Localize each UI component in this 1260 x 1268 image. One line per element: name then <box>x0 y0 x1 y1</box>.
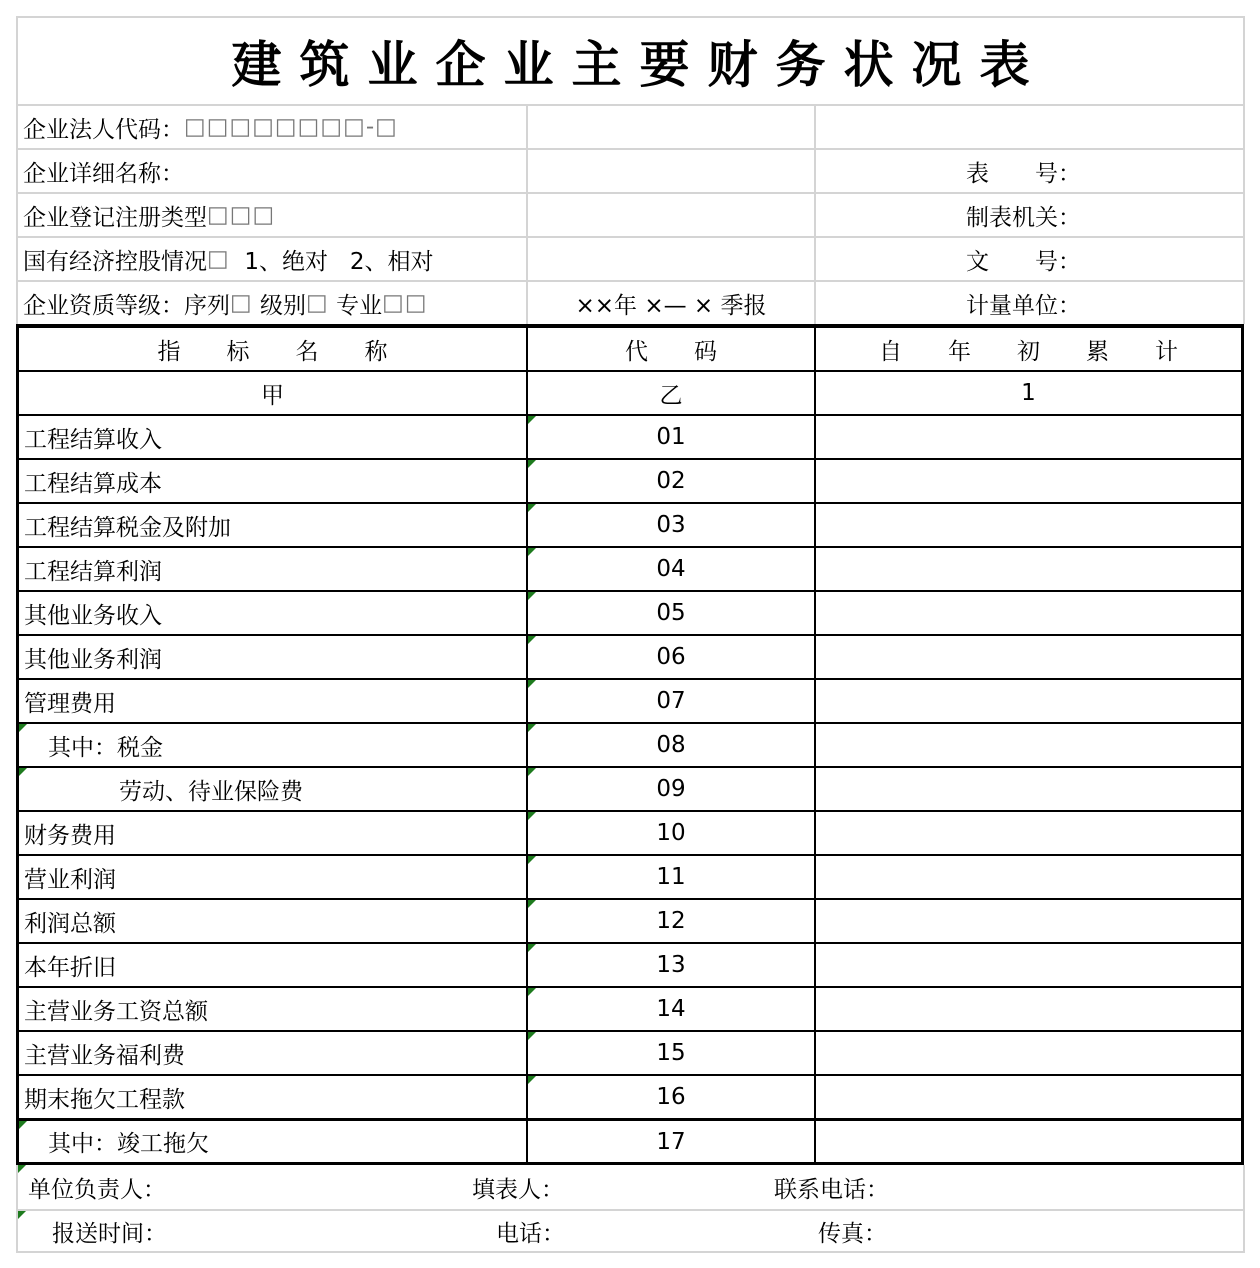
error-marker-icon <box>528 724 536 732</box>
subheader-jia: 甲 <box>19 372 528 414</box>
qualification-cell[interactable] <box>18 282 528 324</box>
indicator-name[interactable]: 管理费用 <box>19 680 528 722</box>
code-text: 08 <box>656 732 686 758</box>
table-row <box>19 898 1241 942</box>
indicator-name[interactable]: 工程结算税金及附加 <box>19 504 528 546</box>
indicator-name[interactable]: 主营业务福利费 <box>19 1032 528 1074</box>
indicator-code[interactable] <box>528 504 816 546</box>
indicator-code[interactable] <box>528 1121 816 1162</box>
title-row <box>16 16 1245 104</box>
state-holding-box: □ <box>207 246 230 272</box>
indicator-code[interactable] <box>528 1032 816 1074</box>
grade-label: 级别 <box>252 292 307 319</box>
financial-table <box>16 324 1244 1165</box>
table-row <box>19 986 1241 1030</box>
error-marker-icon <box>19 768 27 776</box>
issuing-authority-label[interactable]: 制表机关： <box>966 204 1081 231</box>
indicator-code[interactable] <box>528 812 816 854</box>
indicator-code[interactable] <box>528 592 816 634</box>
spreadsheet <box>16 16 1245 1253</box>
table-row <box>19 634 1241 678</box>
registration-type-boxes: □□□ <box>207 202 276 228</box>
info-middle-cell[interactable] <box>528 150 816 192</box>
subheader-1: 1 <box>1021 380 1036 406</box>
indicator-code[interactable] <box>528 548 816 590</box>
table-row <box>19 1030 1241 1074</box>
indicator-name[interactable]: 工程结算收入 <box>19 416 528 458</box>
code-text: 11 <box>656 864 686 890</box>
indicator-name[interactable]: 财务费用 <box>19 812 528 854</box>
header-code: 代 码 <box>528 328 816 370</box>
error-marker-icon <box>528 768 536 776</box>
ytd-value[interactable] <box>816 988 1241 1030</box>
name-text: 劳动、待业保险费 <box>119 778 303 805</box>
legal-code-label: 企业法人代码： <box>23 116 184 143</box>
table-row <box>19 502 1241 546</box>
state-holding-label: 国有经济控股情况 <box>23 248 207 275</box>
error-marker-icon <box>528 1032 536 1040</box>
submission-time-label: 报送时间： <box>52 1220 167 1247</box>
header-indicator-name: 指 标 名 称 <box>19 328 528 370</box>
name-text: 其中：竣工拖欠 <box>48 1131 209 1157</box>
ytd-value[interactable] <box>816 680 1241 722</box>
table-row <box>19 678 1241 722</box>
indicator-name[interactable] <box>19 724 528 766</box>
error-marker-icon <box>19 1121 27 1129</box>
code-text: 14 <box>656 996 686 1022</box>
document-number-label[interactable]: 文 号： <box>966 248 1081 275</box>
error-marker-icon <box>528 416 536 424</box>
ytd-value[interactable] <box>816 592 1241 634</box>
ytd-value[interactable] <box>816 416 1241 458</box>
footer-row-submission[interactable] <box>16 1209 1245 1253</box>
indicator-code[interactable] <box>528 724 816 766</box>
error-marker-icon <box>528 988 536 996</box>
table-row <box>19 766 1241 810</box>
error-marker-icon <box>528 944 536 952</box>
grade-box: □ <box>306 290 329 316</box>
ytd-value[interactable] <box>816 856 1241 898</box>
code-text: 05 <box>656 600 686 626</box>
indicator-code[interactable] <box>528 460 816 502</box>
indicator-name[interactable] <box>19 1121 528 1162</box>
indicator-code[interactable] <box>528 416 816 458</box>
contact-phone-label: 联系电话： <box>774 1176 889 1203</box>
unit-head-label: 单位负责人： <box>28 1176 166 1203</box>
info-middle-cell[interactable] <box>528 194 816 236</box>
error-marker-icon <box>18 1211 26 1219</box>
code-text: 09 <box>656 776 686 802</box>
company-name-label: 企业详细名称： <box>23 160 184 187</box>
code-text: 17 <box>656 1128 686 1155</box>
indicator-name[interactable]: 主营业务工资总额 <box>19 988 528 1030</box>
code-text: 02 <box>656 468 686 494</box>
indicator-code[interactable] <box>528 988 816 1030</box>
table-row <box>19 546 1241 590</box>
form-filler-label: 填表人： <box>472 1176 564 1203</box>
report-period[interactable]: ××年 ×— × 季报 <box>528 282 816 324</box>
code-text: 04 <box>656 556 686 582</box>
indicator-name[interactable]: 营业利润 <box>19 856 528 898</box>
qualification-label: 企业资质等级：序列 <box>23 292 230 319</box>
specialty-boxes: □□ <box>382 290 428 316</box>
info-row-registration-type <box>16 192 1245 236</box>
page-title: 建筑业企业主要财务状况表 <box>231 36 1048 94</box>
info-middle-cell[interactable] <box>528 106 816 148</box>
ytd-value[interactable] <box>816 900 1241 942</box>
ytd-value[interactable] <box>816 768 1241 810</box>
error-marker-icon <box>528 812 536 820</box>
indicator-code[interactable] <box>528 900 816 942</box>
registration-type-cell[interactable] <box>18 194 528 236</box>
table-row <box>19 590 1241 634</box>
error-marker-icon <box>528 548 536 556</box>
table-row <box>19 414 1241 458</box>
table-subheader-row <box>19 370 1241 414</box>
indicator-name[interactable]: 期末拖欠工程款 <box>19 1076 528 1118</box>
table-row <box>19 1118 1241 1162</box>
legal-code-boxes: □□□□□□□□-□ <box>184 114 398 140</box>
info-row-company-name <box>16 148 1245 192</box>
indicator-name[interactable]: 本年折旧 <box>19 944 528 986</box>
error-marker-icon <box>18 1165 26 1173</box>
table-row <box>19 942 1241 986</box>
indicator-code[interactable] <box>528 1076 816 1118</box>
ytd-value[interactable] <box>816 1032 1241 1074</box>
ytd-value[interactable] <box>816 636 1241 678</box>
code-text: 15 <box>656 1040 686 1066</box>
table-row <box>19 458 1241 502</box>
indicator-name[interactable]: 工程结算成本 <box>19 460 528 502</box>
error-marker-icon <box>528 856 536 864</box>
error-marker-icon <box>19 724 27 732</box>
specialty-label: 专业 <box>328 292 383 319</box>
fax-label: 传真： <box>818 1220 887 1247</box>
legal-code-cell[interactable] <box>18 106 528 148</box>
code-text: 07 <box>656 688 686 714</box>
info-row-qualification <box>16 280 1245 324</box>
code-text: 03 <box>656 512 686 538</box>
indicator-name[interactable]: 其他业务利润 <box>19 636 528 678</box>
form-number-label[interactable]: 表 号： <box>966 160 1081 187</box>
company-name-cell[interactable] <box>18 150 528 192</box>
info-row-legal-code <box>16 104 1245 148</box>
ytd-value[interactable] <box>816 724 1241 766</box>
ytd-value[interactable] <box>816 504 1241 546</box>
info-row-state-holding <box>16 236 1245 280</box>
table-header-row <box>19 328 1241 370</box>
code-text: 13 <box>656 952 686 978</box>
footer-row-signatures[interactable] <box>16 1165 1245 1209</box>
code-text: 01 <box>656 424 686 450</box>
table-row <box>19 722 1241 766</box>
ytd-value[interactable] <box>816 460 1241 502</box>
code-text: 12 <box>656 908 686 934</box>
error-marker-icon <box>528 460 536 468</box>
indicator-code[interactable] <box>528 680 816 722</box>
ytd-value[interactable] <box>816 548 1241 590</box>
error-marker-icon <box>528 680 536 688</box>
indicator-name[interactable]: 工程结算利润 <box>19 548 528 590</box>
indicator-code[interactable] <box>528 856 816 898</box>
indicator-name[interactable]: 利润总额 <box>19 900 528 942</box>
indicator-name[interactable]: 其他业务收入 <box>19 592 528 634</box>
subheader-yi: 乙 <box>528 372 816 414</box>
ytd-value[interactable] <box>816 812 1241 854</box>
code-text: 10 <box>656 820 686 846</box>
info-middle-cell[interactable] <box>528 238 816 280</box>
table-row <box>19 854 1241 898</box>
code-text: 16 <box>656 1084 686 1110</box>
error-marker-icon <box>528 504 536 512</box>
sequence-box: □ <box>230 290 253 316</box>
indicator-name[interactable] <box>19 768 528 810</box>
error-marker-icon <box>528 900 536 908</box>
error-marker-icon <box>528 636 536 644</box>
error-marker-icon <box>528 1076 536 1084</box>
unit-of-measure-label[interactable]: 计量单位： <box>966 292 1081 319</box>
code-text: 06 <box>656 644 686 670</box>
ytd-value[interactable] <box>816 944 1241 986</box>
state-holding-options: 1、绝对 2、相对 <box>229 248 434 275</box>
ytd-value[interactable] <box>816 1121 1241 1162</box>
header-ytd-cumulative: 自 年 初 累 计 <box>879 338 1178 365</box>
info-right-cell[interactable] <box>816 106 1243 148</box>
error-marker-icon <box>528 592 536 600</box>
table-row <box>19 1074 1241 1118</box>
name-text: 其中：税金 <box>48 734 163 761</box>
indicator-code[interactable] <box>528 944 816 986</box>
registration-type-label: 企业登记注册类型 <box>23 204 207 231</box>
table-row <box>19 810 1241 854</box>
state-holding-cell[interactable] <box>18 238 528 280</box>
indicator-code[interactable] <box>528 768 816 810</box>
indicator-code[interactable] <box>528 636 816 678</box>
phone-label: 电话： <box>496 1220 565 1247</box>
ytd-value[interactable] <box>816 1076 1241 1118</box>
